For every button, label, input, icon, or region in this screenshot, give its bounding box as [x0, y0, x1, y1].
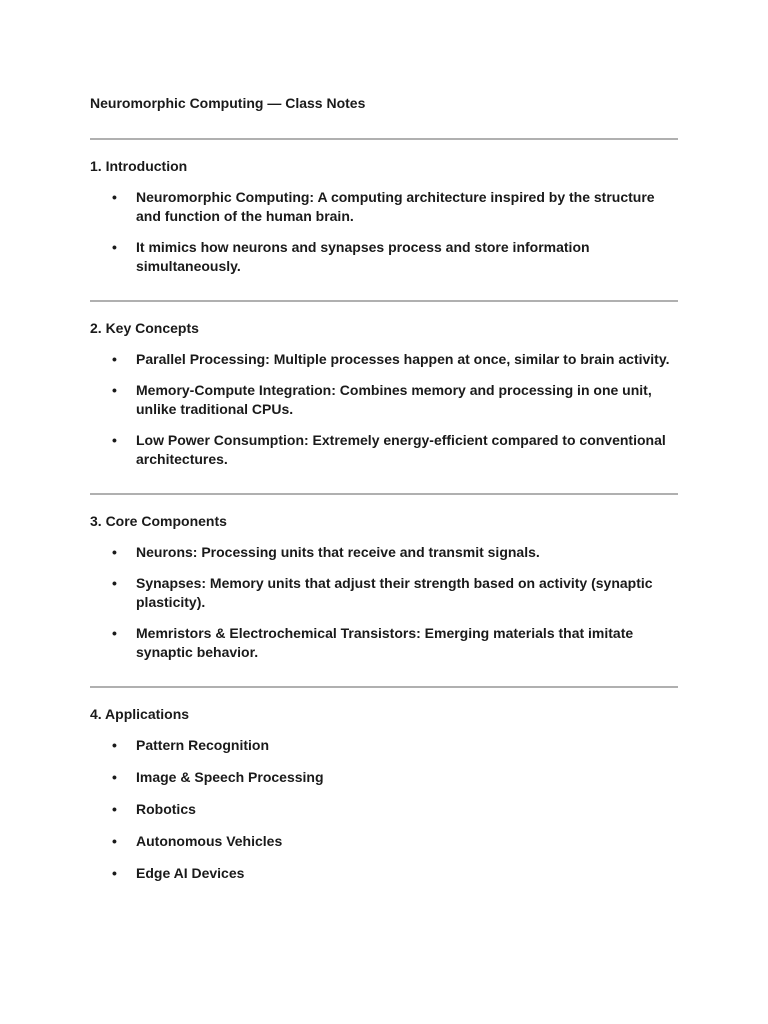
section-heading: 3. Core Components: [90, 513, 227, 529]
list-item-text: Neuromorphic Computing: A computing architecture inspired by the structure and function of the human brain.: [136, 189, 655, 224]
section-heading: 4. Applications: [90, 706, 190, 722]
list-item-text: It mimics how neurons and synapses process and store information simultaneously.: [136, 239, 590, 274]
list-item: [90, 624, 678, 662]
list-item: [90, 800, 678, 819]
list-item-text: Low Power Consumption: Extremely energy-efficient compared to conventional architectures.: [136, 432, 666, 467]
list-item: [90, 431, 678, 469]
bullet-list: [90, 543, 678, 662]
list-item-text: Memory-Compute Integration: Combines memory and processing in one unit, unlike traditional CPUs.: [136, 382, 652, 417]
list-item: [90, 864, 678, 883]
list-item-text: Pattern Recognition: [136, 737, 270, 753]
title-divider: [90, 138, 678, 140]
bullet-marker: •: [112, 382, 117, 398]
bullet-list: [90, 350, 678, 469]
bullet-marker: •: [112, 575, 117, 591]
list-item: [90, 736, 678, 755]
page-title: Neuromorphic Computing — Class Notes: [90, 95, 366, 111]
bullet-marker: •: [112, 544, 117, 560]
list-item: [90, 238, 678, 276]
bullet-marker: •: [112, 351, 117, 367]
list-item: [90, 768, 678, 787]
list-item: [90, 543, 678, 562]
section-key-concepts: [90, 318, 678, 469]
list-item-text: Memristors & Electrochemical Transistors: Emerging materials that imitate synaptic behavior.: [136, 625, 634, 660]
list-item-text: Edge AI Devices: [136, 865, 245, 881]
list-item-text: Parallel Processing: Multiple processes happen at once, similar to brain activity.: [136, 351, 670, 367]
list-item: [90, 832, 678, 851]
bullet-marker: •: [112, 239, 117, 255]
notes-page: [90, 93, 678, 896]
list-item: [90, 574, 678, 612]
bullet-marker: •: [112, 769, 117, 785]
section-heading: 2. Key Concepts: [90, 320, 199, 336]
list-item-text: Neurons: Processing units that receive and transmit signals.: [136, 544, 540, 560]
list-item-text: Synapses: Memory units that adjust their strength based on activity (synaptic plasticity).: [136, 575, 653, 610]
bullet-marker: •: [112, 737, 117, 753]
section-core-components: [90, 511, 678, 662]
section-introduction: [90, 156, 678, 276]
bullet-marker: •: [112, 189, 117, 205]
section-divider: [90, 493, 678, 495]
bullet-marker: •: [112, 833, 117, 849]
section-heading: 1. Introduction: [90, 158, 188, 174]
bullet-marker: •: [112, 801, 117, 817]
list-item-text: Autonomous Vehicles: [136, 833, 283, 849]
bullet-list: [90, 736, 678, 883]
list-item: [90, 188, 678, 226]
list-item: [90, 350, 678, 369]
section-divider: [90, 300, 678, 302]
list-item-text: Robotics: [136, 801, 196, 817]
list-item-text: Image & Speech Processing: [136, 769, 324, 785]
section-divider: [90, 686, 678, 688]
bullet-marker: •: [112, 625, 117, 641]
bullet-marker: •: [112, 432, 117, 448]
list-item: [90, 381, 678, 419]
bullet-list: [90, 188, 678, 276]
section-applications: [90, 704, 678, 883]
bullet-marker: •: [112, 865, 117, 881]
